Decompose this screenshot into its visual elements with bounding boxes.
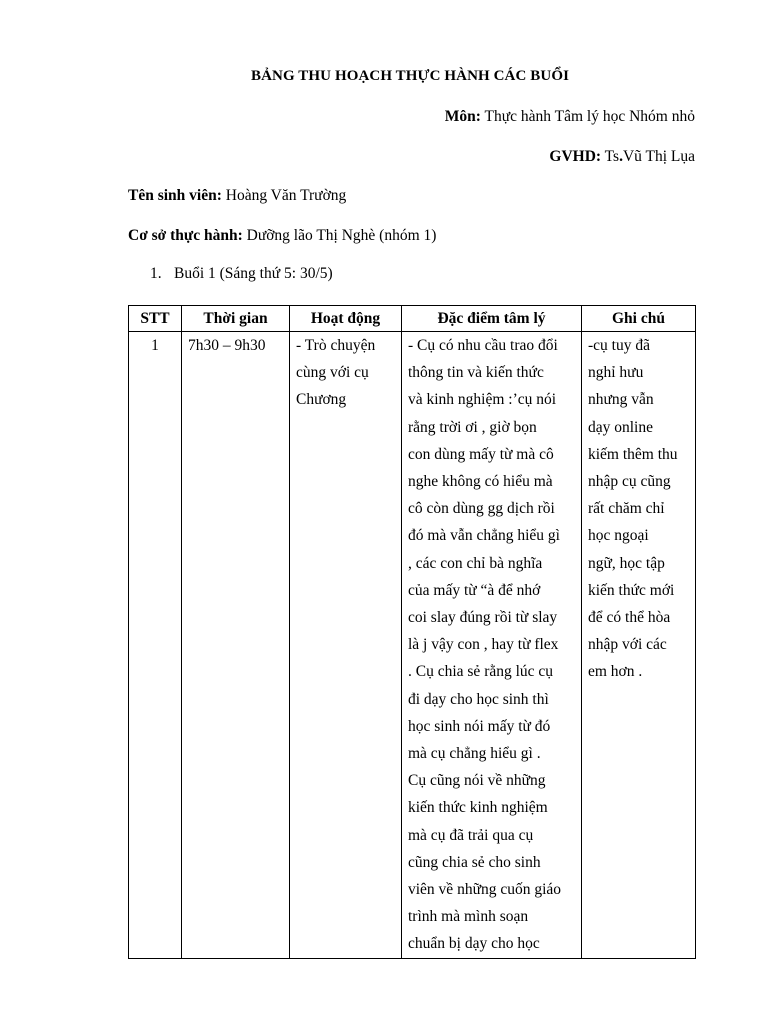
supervisor-dot: . xyxy=(619,148,623,165)
cell-line: Chương xyxy=(296,391,347,409)
cell-line: rằng trời ơi , giờ bọn xyxy=(408,418,537,436)
supervisor-prefix: Ts xyxy=(601,148,620,165)
header-activity: Hoạt động xyxy=(290,306,402,332)
cell-line: mà cụ đã trải qua cụ xyxy=(408,826,534,844)
subject-value: Thực hành Tâm lý học Nhóm nhỏ xyxy=(480,108,695,125)
cell-line: chuẩn bị dạy cho học xyxy=(408,935,540,953)
supervisor-line xyxy=(549,148,695,166)
session-number: 1. xyxy=(150,265,162,282)
cell-notes xyxy=(582,332,696,959)
header-stt: STT xyxy=(129,306,182,332)
cell-line: nhập cụ cũng xyxy=(588,473,671,491)
cell-line: kiến thức mới xyxy=(588,581,675,599)
session-heading xyxy=(150,265,333,283)
student-line xyxy=(128,187,346,205)
facility-label: Cơ sở thực hành: xyxy=(128,227,243,244)
cell-line: trình mà mình soạn xyxy=(408,908,529,926)
cell-stt: 1 xyxy=(129,332,182,959)
cell-line: kiến thức kinh nghiệm xyxy=(408,799,548,817)
cell-line: đó mà vẫn chẳng hiểu gì xyxy=(408,527,560,545)
cell-line: nhưng vẫn xyxy=(588,391,654,409)
facility-name: Dưỡng lão Thị Nghè (nhóm 1) xyxy=(242,227,437,244)
supervisor-label: GVHD: xyxy=(549,148,602,165)
cell-line: là j vậy con , hay từ flex xyxy=(408,636,559,654)
cell-line: rất chăm chỉ xyxy=(588,500,665,518)
cell-line: Cụ cũng nói về những xyxy=(408,772,546,790)
cell-line: nghe không có hiểu mà xyxy=(408,473,553,491)
document-title: BẢNG THU HOẠCH THỰC HÀNH CÁC BUỔI xyxy=(250,68,570,84)
cell-line: dạy online xyxy=(588,418,653,436)
cell-line: học sinh nói mấy từ đó xyxy=(408,717,551,735)
header-notes: Ghi chú xyxy=(582,306,696,332)
cell-line: viên về những cuốn giáo xyxy=(408,881,562,899)
subject-label: Môn: xyxy=(444,108,481,125)
cell-line: cũng chia sẻ cho sinh xyxy=(408,853,541,871)
cell-line: , các con chỉ bà nghĩa xyxy=(408,554,543,572)
cell-line: coi slay đúng rồi từ slay xyxy=(408,609,558,627)
practice-table xyxy=(128,305,696,959)
header-psychology: Đặc điểm tâm lý xyxy=(402,306,582,332)
cell-line: cô còn dùng gg dịch rồi xyxy=(408,500,555,518)
cell-line: thông tin và kiến thức xyxy=(408,364,544,382)
cell-line: cùng với cụ xyxy=(296,364,369,382)
cell-line: con dùng mấy từ mà cô xyxy=(408,445,554,463)
cell-line: -cụ tuy đã xyxy=(588,337,650,354)
facility-line xyxy=(128,227,436,245)
cell-line: của mấy từ “à để nhớ xyxy=(408,581,541,599)
header-time: Thời gian xyxy=(182,306,290,332)
student-label: Tên sinh viên: xyxy=(128,187,222,204)
cell-line: mà cụ chẳng hiểu gì . xyxy=(408,745,541,763)
cell-line: ngữ, học tập xyxy=(588,554,665,572)
cell-line: - Cụ có nhu cầu trao đổi xyxy=(408,337,558,354)
cell-line: kiếm thêm thu xyxy=(588,445,678,463)
cell-line: và kinh nghiệm :’cụ nói xyxy=(408,391,557,409)
supervisor-name: Vũ Thị Lụa xyxy=(622,148,695,165)
table-header-row xyxy=(129,306,696,332)
cell-line: em hơn . xyxy=(588,663,643,681)
session-text: Buổi 1 (Sáng thứ 5: 30/5) xyxy=(174,265,333,282)
cell-line: nhập với các xyxy=(588,636,667,654)
cell-line: để có thể hòa xyxy=(588,609,671,627)
cell-psychology xyxy=(402,332,582,959)
cell-line: - Trò chuyện xyxy=(296,337,376,354)
subject-line xyxy=(445,108,695,126)
table-row xyxy=(129,332,696,959)
cell-activity xyxy=(290,332,402,959)
cell-line: học ngoại xyxy=(588,527,649,545)
student-name: Hoàng Văn Trường xyxy=(221,187,347,204)
cell-line: nghỉ hưu xyxy=(588,364,644,382)
cell-line: . Cụ chia sẻ rằng lúc cụ xyxy=(408,663,554,681)
cell-line: đi dạy cho học sinh thì xyxy=(408,690,549,708)
cell-time: 7h30 – 9h30 xyxy=(182,332,290,959)
